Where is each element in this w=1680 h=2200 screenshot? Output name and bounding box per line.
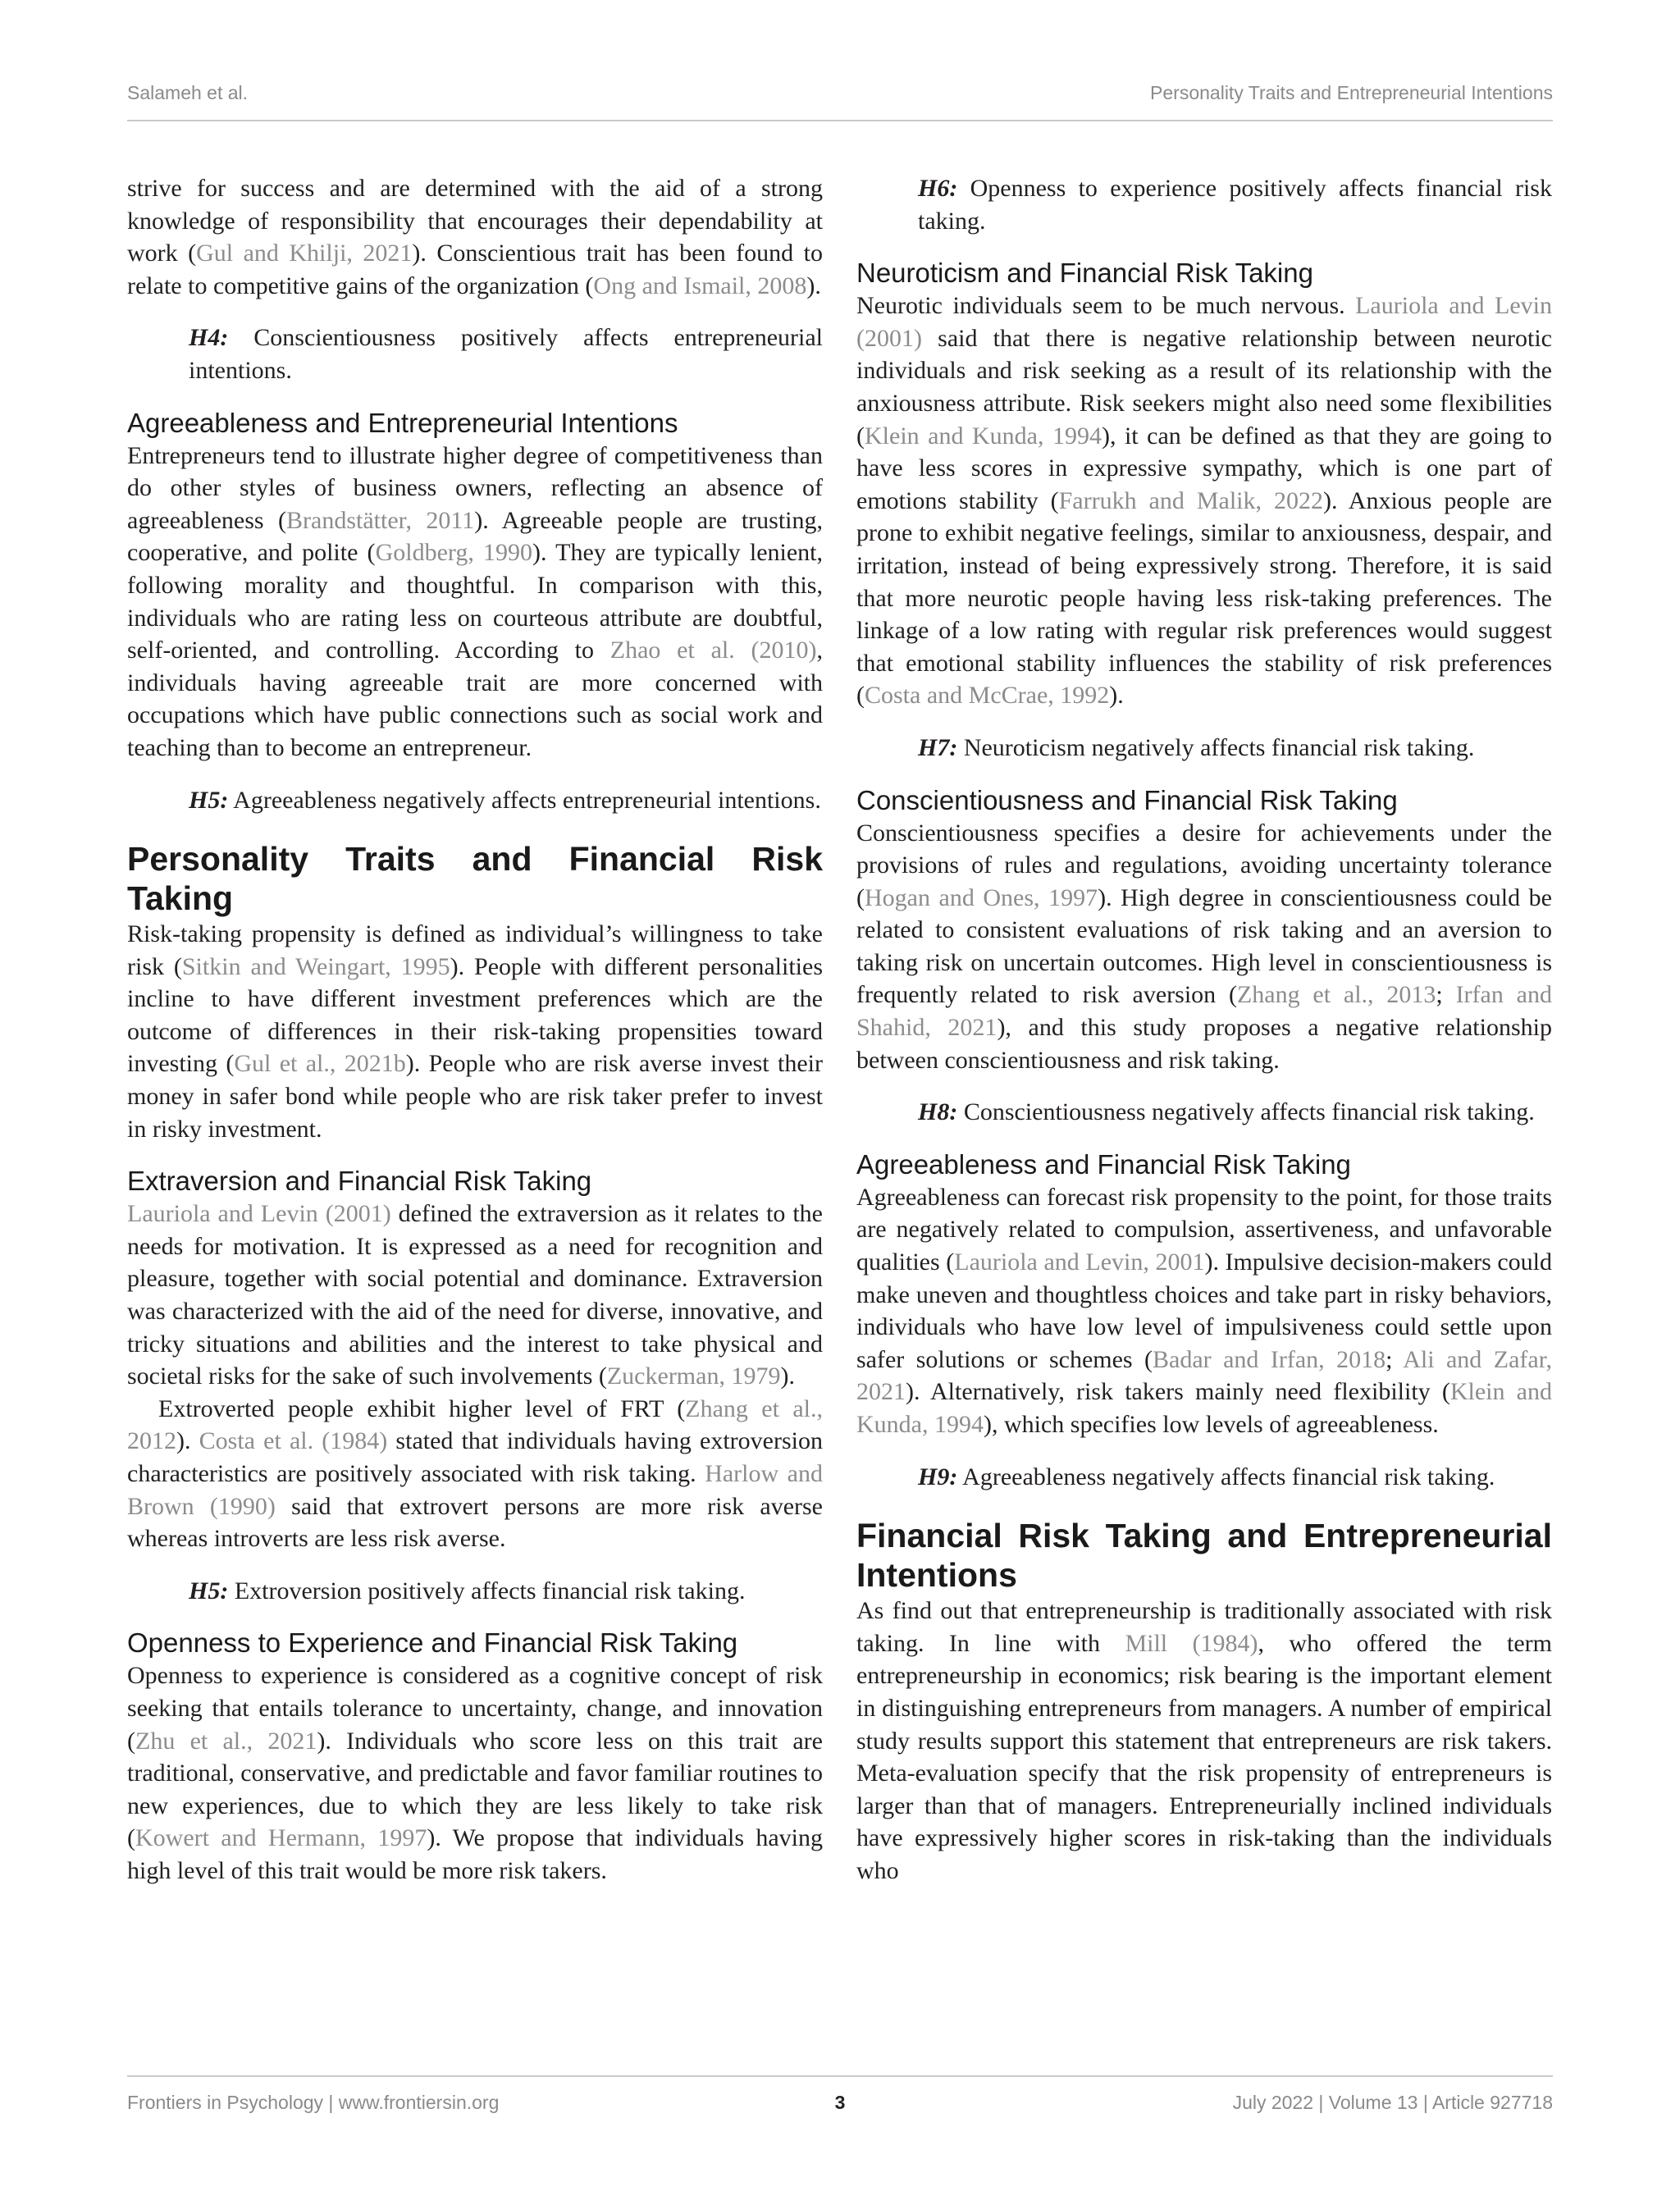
running-footer — [127, 2075, 1553, 2118]
paragraph: Conscientiousness specifies a desire for achievements under the provisions of rules and regulations, avoiding uncertainty tolerance (Hogan and Ones, 1997). High degree in conscientiousness could be related to consistent evaluations of risk taking and an aversion to taking risk on uncertain outcomes. High level in conscientiousness is frequently related to risk aversion (Zhang et al., 2013; Irfan and Shahid, 2021), and this study proposes a negative relationship between conscientiousness and risk taking. — [856, 819, 1553, 1074]
citation-link[interactable]: Ali and Zafar, 2021 — [856, 1345, 1552, 1406]
paragraph: Agreeableness can forecast risk propensity to the point, for those traits are negatively related to compulsion, assertiveness, and unfavorable qualities (Lauriola and Levin, 2001). Impulsive decision-makers could make uneven and thoughtless choices and take part in risky behaviors, individuals who have low level of impulsiveness could settle upon safer solutions or schemes (Badar and Irfan, 2018; Ali and Zafar, 2021). Alternatively, risk takers mainly need flexibility (Klein and Kunda, 1994), which specifies low levels of agreeableness. — [856, 1183, 1552, 1438]
paragraph: Lauriola and Levin (2001) defined the extraversion as it relates to the needs for motivation. It is expressed as a need for recognition and pleasure, together with social potential and dominance. Extraversion was characterized with the aid of the need for diverse, innovative, and tricky situations and abilities and the interest to take physical and societal risks for the sake of such involvements (Zuckerman, 1979). — [127, 1200, 823, 1390]
hypothesis-h7: H7: Neuroticism negatively affects financial risk taking. — [918, 733, 1475, 761]
citation-link[interactable]: Klein and Kunda, 1994 — [856, 1378, 1552, 1438]
hypothesis-h4: H4: Conscientiousness positively affects entrepreneurial intentions. — [189, 324, 823, 384]
citation-link[interactable]: Sitkin and Weingart, 1995 — [181, 952, 450, 980]
citation-link[interactable]: Gul et al., 2021b — [234, 1050, 406, 1078]
hypothesis-h8: H8: Conscientiousness negatively affects financial risk taking. — [918, 1098, 1535, 1126]
citation-link[interactable]: Ong and Ismail, 2008 — [593, 272, 807, 299]
citation-link[interactable]: Kowert and Hermann, 1997 — [135, 1824, 427, 1852]
footer-journal[interactable]: Frontiers in Psychology | www.frontiersin.org — [127, 2092, 500, 2113]
paragraph: Entrepreneurs tend to illustrate higher degree of competitiveness than do other styles of business owners, reflecting an absence of agreeableness (Brandstätter, 2011). Agreeable people are trusting, cooperative, and polite (Goldberg, 1990). They are typically lenient, following morality and thoughtful. In comparison with this, individuals who are rating less on courteous attribute are doubtful, self-oriented, and controlling. According to Zhao et al. (2010), individuals having agreeable trait are more concerned with occupations which have public connections such as social work and teaching than to become an entrepreneur. — [127, 441, 824, 761]
paragraph: Risk-taking propensity is defined as individual’s willingness to take risk (Sitkin and Weingart, 1995). People with different personalities incline to have different investment preferences which are the outcome of differences in their risk-taking propensities toward investing (Gul et al., 2021b). People who are risk averse invest their money in safer bond while people who are risk taker prefer to invest in risky investment. — [127, 920, 823, 1143]
citation-link[interactable]: Mill (1984) — [1125, 1629, 1258, 1657]
citation-link[interactable]: Badar and Irfan, 2018 — [1153, 1345, 1386, 1373]
citation-link[interactable]: Klein and Kunda, 1994 — [865, 422, 1102, 450]
paragraph: Neurotic individuals seem to be much nervous. Lauriola and Levin (2001) said that there is negative relationship between neurotic individuals and risk seeking as a result of its relationship with the anxiousness attribute. Risk seekers might also need some flexibilities (Klein and Kunda, 1994), it can be defined as that they are going to have less scores in expressive sympathy, which is one part of emotions stability (Farrukh and Malik, 2022). Anxious people are prone to exhibit negative feelings, similar to anxiousness, despair, and irritation, instead of being expressively strong. Therefore, it is said that more neurotic people having less risk-taking preferences. The linkage of a low rating with regular risk preferences would suggest that emotional stability influences the stability of risk preferences (Costa and McCrae, 1992). — [856, 292, 1552, 710]
hypothesis-label: H7: — [918, 733, 958, 761]
citation-link[interactable]: Lauriola and Levin (2001) — [127, 1200, 391, 1228]
citation-link[interactable]: Costa and McCrae, 1992 — [865, 682, 1110, 710]
hypothesis-label: H9: — [918, 1463, 958, 1490]
citation-link[interactable]: Lauriola and Levin, 2001 — [954, 1248, 1205, 1276]
citation-link[interactable]: Zhu et al., 2021 — [135, 1727, 317, 1755]
paragraph: As find out that entrepreneurship is traditionally associated with risk taking. In line with Mill (1984), who offered the term entrepreneurship in economics; risk bearing is the important element in distinguishing entrepreneurs from managers. A number of empirical study results support this statement that entrepreneurs are risk takers. Meta-evaluation specify that the risk propensity of entrepreneurs is larger than that of managers. Entrepreneurially inclined individuals have expressively higher scores in risk-taking than the individuals who — [856, 1597, 1552, 1884]
hypothesis-h6: H6: Openness to experience positively affects financial risk taking. — [918, 175, 1552, 235]
hypothesis-h5-agreeableness: H5: Agreeableness negatively affects entrepreneurial intentions. — [189, 786, 821, 814]
header-authors: Salameh et al. — [127, 82, 249, 103]
citation-link[interactable]: Gul and Khilji, 2021 — [196, 240, 413, 267]
hypothesis-h9: H9: Agreeableness negatively affects financial risk taking. — [918, 1463, 1495, 1490]
paragraph: strive for success and are determined with the aid of a strong knowledge of responsibility that encourages their dependability at work (Gul and Khilji, 2021). Conscientious trait has been found to relate to competitive gains of the organization (Ong and Ismail, 2008). — [127, 175, 823, 299]
running-header — [127, 79, 1553, 121]
citation-link[interactable]: Zhao et al. (2010) — [609, 637, 817, 664]
section-heading: Conscientiousness and Financial Risk Taking — [856, 784, 1398, 815]
citation-link[interactable]: Irfan and Shahid, 2021 — [856, 981, 1552, 1042]
citation-link[interactable]: Zhang et al., 2012 — [127, 1394, 823, 1455]
section-heading: Agreeableness and Entrepreneurial Intentions — [127, 407, 678, 438]
section-heading: Extraversion and Financial Risk Taking — [127, 1166, 592, 1197]
hypothesis-label: H5: — [189, 1577, 229, 1604]
section-heading: Neuroticism and Financial Risk Taking — [856, 258, 1313, 289]
citation-link[interactable]: Goldberg, 1990 — [375, 539, 532, 567]
citation-link[interactable]: Hogan and Ones, 1997 — [865, 883, 1098, 911]
citation-link[interactable]: Farrukh and Malik, 2022 — [1058, 486, 1323, 514]
section-heading: Openness to Experience and Financial Risk Taking — [127, 1627, 738, 1659]
left-column — [127, 172, 823, 1887]
citation-link[interactable]: Harlow and Brown (1990) — [127, 1460, 823, 1520]
hypothesis-label: H6: — [918, 175, 958, 202]
citation-link[interactable]: Costa et al. (1984) — [199, 1427, 388, 1455]
hypothesis-label: H8: — [918, 1098, 958, 1126]
citation-link[interactable]: Zuckerman, 1979 — [606, 1362, 781, 1390]
hypothesis-label: H5: — [189, 786, 229, 814]
hypothesis-h5-extroversion: H5: Extroversion positively affects financial risk taking. — [189, 1577, 746, 1604]
paragraph: Extroverted people exhibit higher level of FRT (Zhang et al., 2012). Costa et al. (1984) stated that individuals having extroversion characteristics are positively associated with risk taking. Harlow and Brown (1990) said that extrovert persons are more risk averse whereas introverts are less risk averse. — [127, 1394, 823, 1553]
hypothesis-label: H4: — [189, 324, 229, 352]
right-column — [856, 172, 1552, 1887]
section-title: Financial Risk Taking and Entrepreneurial Intentions — [856, 1517, 1552, 1595]
footer-issue: July 2022 | Volume 13 | Article 927718 — [1232, 2092, 1553, 2113]
paragraph: Openness to experience is considered as a cognitive concept of risk seeking that entails tolerance to uncertainty, change, and innovation (Zhu et al., 2021). Individuals who score less on this trait are traditional, conservative, and predictable and favor familiar routines to new experiences, due to which they are less likely to take risk (Kowert and Hermann, 1997). We propose that individuals having high level of this trait would be more risk takers. — [127, 1662, 824, 1884]
header-title: Personality Traits and Entrepreneurial Intentions — [1150, 82, 1553, 103]
citation-link[interactable]: Lauriola and Levin (2001) — [856, 292, 1552, 352]
section-title: Personality Traits and Financial Risk Taking — [127, 840, 823, 918]
citation-link[interactable]: Brandstätter, 2011 — [286, 506, 475, 534]
page-number: 3 — [834, 2092, 846, 2113]
section-heading: Agreeableness and Financial Risk Taking — [856, 1148, 1351, 1180]
citation-link[interactable]: Zhang et al., 2013 — [1236, 981, 1436, 1009]
